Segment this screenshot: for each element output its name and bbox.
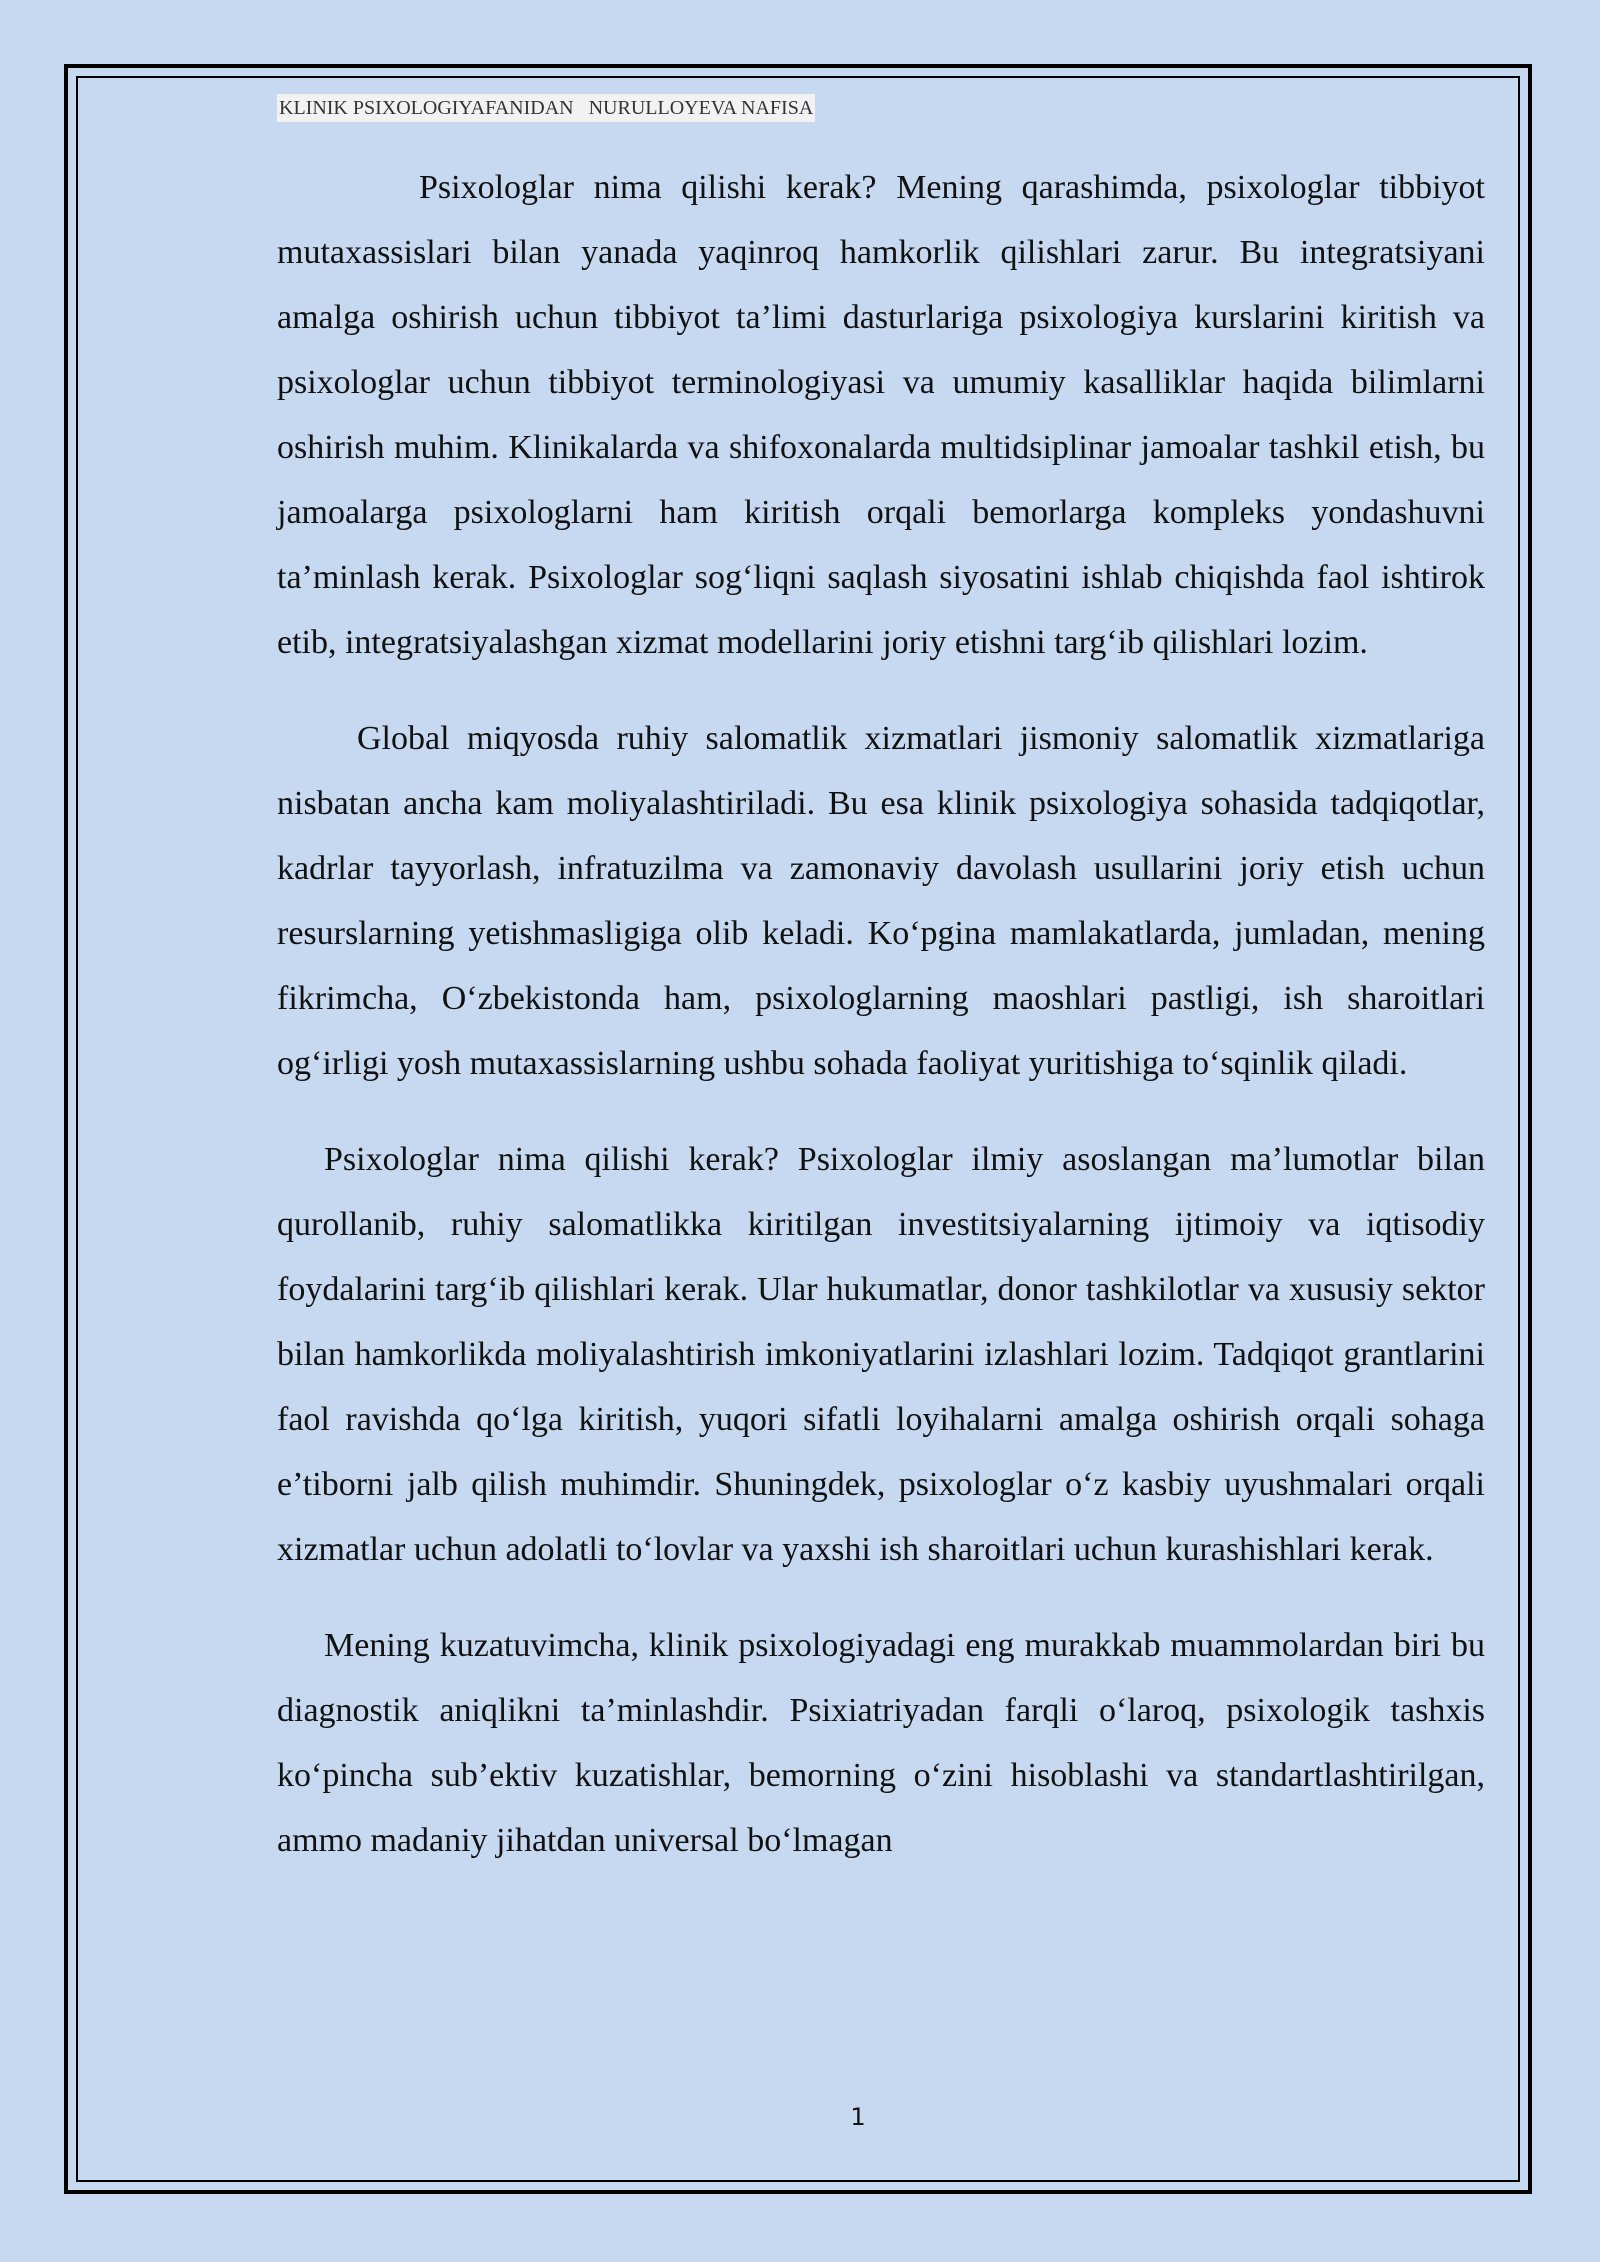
paragraph: Mening kuzatuvimcha, klinik psixologiyadagi eng murakkab muammolardan biri bu diagnostik aniqlikni ta’minlashdir. Psixiatriyadan farqli o‘laroq, psixologik tashxis ko‘pincha sub’ektiv kuzatishlar, bemorning o‘zini hisoblashi va standartlashtirilgan, ammo madaniy jihatdan universal bo‘lmagan [277,1627,1485,1859]
paragraph: Global miqyosda ruhiy salomatlik xizmatlari jismoniy salomatlik xizmatlariga nisbatan ancha kam moliyalashtiriladi. Bu esa klinik psixologiya sohasida tadqiqotlar, kadrlar tayyorlash, infratuzilma va zamonaviy davolash usullarini joriy etish uchun resurslarning yetishmasligiga olib keladi. Ko‘pgina mamlakatlarda, jumladan, mening fikrimcha, O‘zbekistonda ham, psixologlarning maoshlari pastligi, ish sharoitlari og‘irligi yosh mutaxassislarning ushbu sohada faoliyat yuritishiga to‘sqinlik qiladi. [277,720,1485,1082]
paragraph: Psixologlar nima qilishi kerak? Psixologlar ilmiy asoslangan ma’lumotlar bilan qurollanib, ruhiy salomatlikka kiritilgan investitsiyalarning ijtimoiy va iqtisodiy foydalarini targ‘ib qilishlari kerak. Ular hukumatlar, donor tashkilotlar va xususiy sektor bilan hamkorlikda moliyalashtirish imkoniyatlarini izlashlari lozim. Tadqiqot grantlarini faol ravishda qo‘lga kiritish, yuqori sifatli loyihalarni amalga oshirish orqali sohaga e’tiborni jalb qilish muhimdir. Shuningdek, psixologlar o‘z kasbiy uyushmalari orqali xizmatlar uchun adolatli to‘lovlar va yaxshi ish sharoitlari uchun kurashishlari kerak. [277,1141,1485,1568]
paragraph: Psixologlar nima qilishi kerak? Mening qarashimda, psixologlar tibbiyot mutaxassislari bilan yanada yaqinroq hamkorlik qilishlari zarur. Bu integratsiyani amalga oshirish uchun tibbiyot ta’limi dasturlariga psixologiya kurslarini kiritish va psixologlar uchun tibbiyot terminologiyasi va umumiy kasalliklar haqida bilimlarni oshirish muhim. Klinikalarda va shifoxonalarda multidsiplinar jamoalar tashkil etish, bu jamoalarga psixologlarni ham kiritish orqali bemorlarga kompleks yondashuvni ta’minlash kerak. Psixologlar sog‘liqni saqlash siyosatini ishlab chiqishda faol ishtirok etib, integratsiyalashgan xizmat modellarini joriy etishni targ‘ib qilishlari lozim. [277,169,1485,661]
page-header: KLINIK PSIXOLOGIYAFANIDAN NURULLOYEVA NAFISA [277,94,815,122]
page-number: 1 [850,2103,866,2131]
document-body [277,155,1485,1904]
